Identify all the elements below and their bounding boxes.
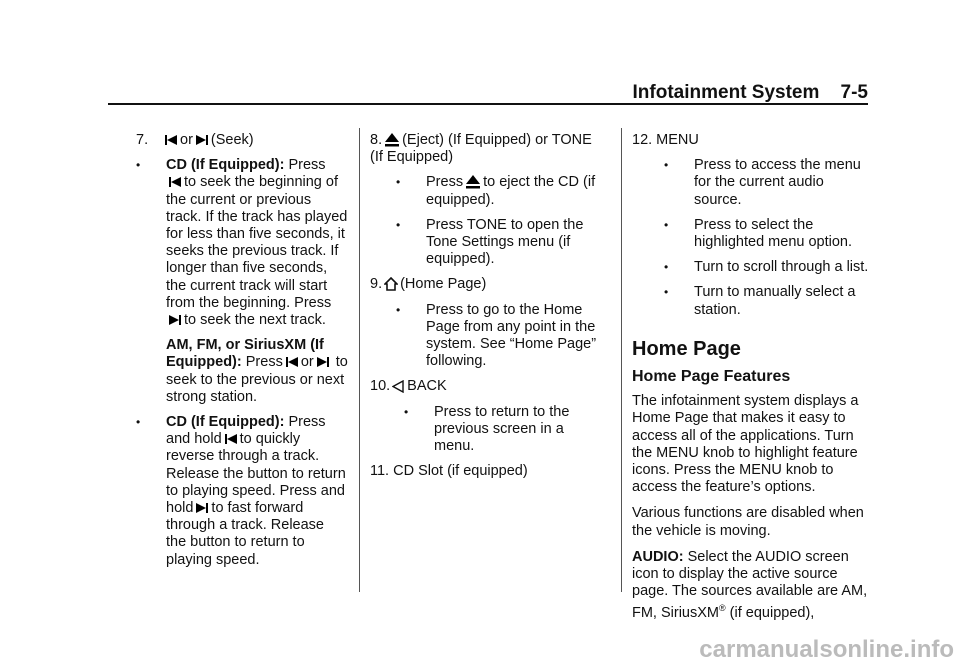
seek-back-icon: [224, 432, 238, 446]
seek-forward-icon: [316, 355, 330, 369]
section-heading: Home Page: [632, 337, 741, 360]
home-icon: [384, 277, 398, 291]
seek-forward-icon: [195, 133, 209, 147]
header-rule: [108, 103, 868, 105]
seek-back-icon: [168, 175, 182, 189]
column-2: [370, 132, 600, 488]
seek-back-icon: [285, 355, 299, 369]
paragraph-audio: AUDIO: Select the AUDIO screen icon to display the active source page. The sources available are AM, FM, SiriusXM® (if equipped),: [632, 548, 868, 622]
column-3: [632, 132, 872, 632]
watermark: carmanualsonline.info: [699, 636, 954, 663]
list-item-8: 8. (Eject) (If Equipped) or TONE (If Equipped): [370, 132, 592, 166]
seek-forward-icon: [168, 313, 182, 327]
bullet-home: • Press to go to the Home Page from any point in the system. See “Home Page” following.: [426, 302, 600, 371]
bullet-menu-2: • Press to select the highlighted menu option.: [694, 217, 872, 251]
bullet-cd-seek: • CD (If Equipped): Press to seek the beginning of the current or previous track. If the track has played for less than five seconds, it seeks the previous track. If longer than five seconds, the current track will start from the beginning. Pressto seek the next track.: [166, 157, 348, 329]
header-title: Infotainment System: [632, 82, 820, 103]
list-item-11: 11. CD Slot (if equipped): [370, 463, 528, 480]
bullet-back: • Press to return to the previous screen in a menu.: [434, 404, 600, 456]
column-divider-2: [621, 128, 622, 592]
bullet-menu-3: • Turn to scroll through a list.: [694, 259, 872, 276]
eject-icon: [465, 174, 481, 189]
bullet-eject: • Press to eject the CD (if equipped).: [426, 174, 600, 208]
back-icon: [392, 380, 405, 393]
seek-back-icon: [164, 133, 178, 147]
paragraph-home-page: The infotainment system displays a Home Page that makes it easy to access all of the applications. Turn the MENU knob to highlight feature icons. Press the MENU knob to access the feature’s options.: [632, 393, 859, 496]
bullet-menu-4: • Turn to manually select a station.: [694, 284, 872, 318]
page-number: 7-5: [840, 82, 868, 103]
paragraph-disabled: Various functions are disabled when the vehicle is moving.: [632, 505, 864, 539]
list-item-9: 9. (Home Page): [370, 276, 487, 293]
seek-forward-icon: [195, 501, 209, 515]
subsection-heading: Home Page Features: [632, 368, 791, 386]
bullet-menu-1: • Press to access the menu for the current audio source.: [694, 157, 872, 209]
list-item-10: 10. BACK: [370, 378, 447, 395]
paragraph-radio-seek: AM, FM, or SiriusXM (If Equipped): Press or to seek to the previous or next strong station.: [166, 337, 348, 405]
eject-icon: [384, 132, 400, 147]
column-1: [136, 132, 348, 577]
page-header: [633, 82, 868, 104]
list-item-7: 7. or (Seek): [136, 132, 254, 148]
column-divider-1: [359, 128, 360, 592]
list-item-12: 12. MENU: [632, 132, 699, 148]
bullet-tone: • Press TONE to open the Tone Settings menu (if equipped).: [426, 217, 600, 269]
bullet-cd-hold: • CD (If Equipped): Press and hold to quickly reverse through a track. Release the button to return to playing speed. Press and hold to fast forward through a track. Release the button to return to playing speed.: [166, 414, 348, 569]
